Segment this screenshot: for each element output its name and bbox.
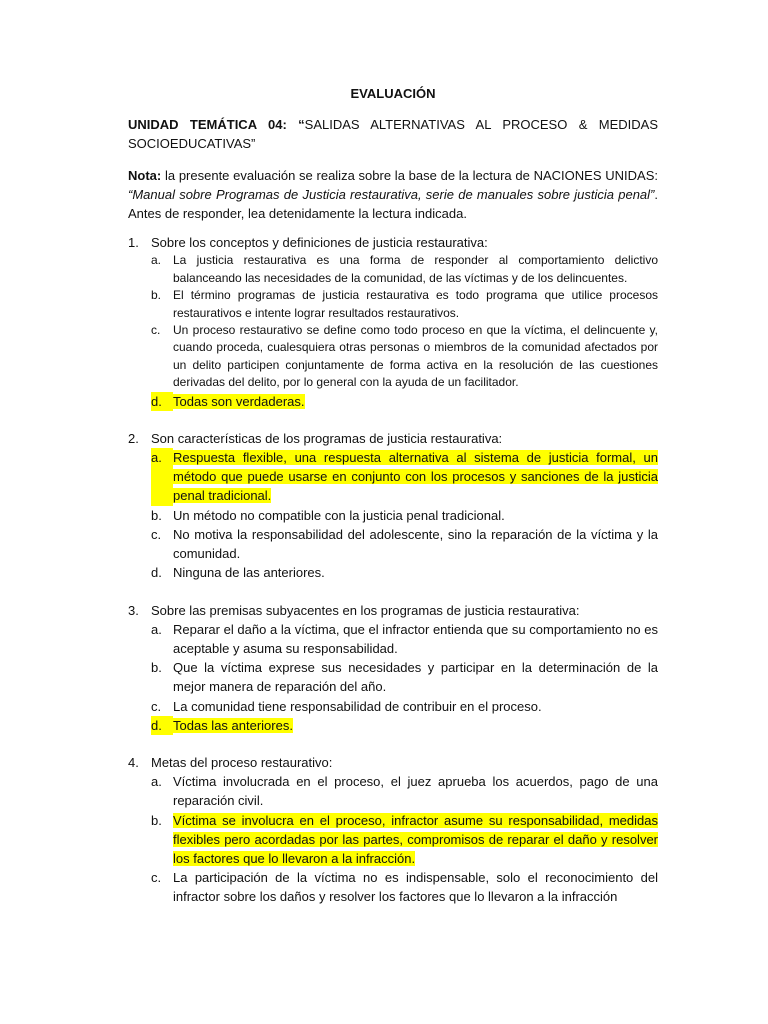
option-letter: b. [151, 507, 162, 523]
option-letter: c. [151, 698, 162, 714]
option-letter: c. [151, 526, 162, 542]
note-org: NACIONES UNIDAS [533, 167, 655, 183]
option-b [151, 287, 658, 322]
option-text: Todas las anteriores. [173, 717, 293, 733]
unit-label: UNIDAD TEMÁTICA 04: “ [128, 117, 305, 133]
option-letter: b. [151, 812, 162, 828]
option-text: Ninguna de las anteriores. [173, 565, 325, 581]
options-list [128, 448, 658, 582]
unit-heading [128, 115, 658, 153]
option-c [151, 322, 658, 392]
option-b [151, 506, 658, 525]
option-letter: d. [151, 392, 173, 411]
option-letter: d. [151, 565, 162, 581]
options-list [128, 772, 658, 906]
option-b-highlighted [151, 811, 658, 869]
unit-topic: SALIDAS ALTERNATIVAS AL PROCESO & MEDIDAS SOCIOEDUCATIVAS” [128, 117, 658, 152]
question-number: 3. [128, 602, 139, 618]
question-text: Metas del proceso restaurativo: [151, 754, 333, 770]
note-paragraph [128, 166, 658, 224]
question-number: 1. [128, 235, 139, 251]
question-text: Son características de los programas de justicia restaurativa: [151, 430, 503, 446]
option-text: Víctima involucrada en el proceso, el juez aprueba los acuerdos, pago de una reparación civil. [173, 774, 658, 809]
option-letter: a. [151, 253, 162, 268]
option-letter: a. [151, 774, 162, 790]
option-a [151, 620, 658, 658]
option-text: Respuesta flexible, una respuesta alternativa al sistema de justicia formal, un método que puede usarse en conjunto con los procesos y sanciones de la justicia penal tradicional. [173, 450, 658, 504]
question-3 [128, 601, 658, 735]
option-letter: b. [151, 288, 162, 303]
question-2 [128, 429, 658, 583]
note-label: Nota: [128, 167, 162, 183]
option-text: El término programas de justicia restaurativa es todo programa que utilice procesos restaurativos e intente lograr resultados restaurativos. [173, 288, 658, 320]
option-text: La participación de la víctima no es indispensable, solo el reconocimiento del infractor sobre los daños y resolver los factores que lo llevaron a la infracción [173, 870, 658, 905]
option-text: La comunidad tiene responsabilidad de contribuir en el proceso. [173, 698, 542, 714]
options-list [128, 252, 658, 410]
option-text: Víctima se involucra en el proceso, infractor asume su responsabilidad, medidas flexibles pero acordadas por las partes, compromisos de reparar el daño y resolver los factores que lo llevaron a la infracción. [173, 812, 658, 866]
option-text: Todas son verdaderas. [173, 393, 305, 409]
option-c [151, 525, 658, 563]
option-letter: b. [151, 660, 162, 676]
option-b [151, 658, 658, 696]
option-d-highlighted [151, 392, 658, 411]
option-d-highlighted [151, 716, 658, 735]
options-list [128, 620, 658, 735]
option-text: Reparar el daño a la víctima, que el infractor entienda que su comportamiento no es aceptable y asuma su responsabilidad. [173, 621, 658, 656]
option-letter: d. [151, 716, 173, 735]
option-letter: c. [151, 323, 161, 338]
note-text-1: la presente evaluación se realiza sobre la base de la lectura de [161, 167, 534, 183]
document-content [128, 84, 658, 925]
option-c [151, 697, 658, 716]
option-letter: a. [151, 448, 173, 506]
question-text: Sobre los conceptos y definiciones de justicia restaurativa: [151, 235, 488, 251]
option-letter: c. [151, 870, 162, 886]
note-manual-title: “Manual sobre Programas de Justicia restaurativa, serie de manuales sobre justicia penal” [128, 186, 655, 202]
option-a [151, 772, 658, 810]
option-text: La justicia restaurativa es una forma de responder al comportamiento delictivo balanceando las necesidades de la comunidad, de las víctimas y de los delincuentes. [173, 253, 658, 285]
question-number: 4. [128, 754, 139, 770]
option-text: Un método no compatible con la justicia penal tradicional. [173, 507, 505, 523]
option-text: Que la víctima exprese sus necesidades y participar en la determinación de la mejor manera de reparación del año. [173, 660, 658, 695]
option-a [151, 252, 658, 287]
option-letter: a. [151, 621, 162, 637]
question-number: 2. [128, 430, 139, 446]
option-a-highlighted [151, 448, 658, 506]
question-1 [128, 233, 658, 411]
option-text: Un proceso restaurativo se define como todo proceso en que la víctima, el delincuente y, cuando proceda, cualesquiera otras personas o miembros de la comunidad afectados por un delito participen conjuntamente de forma activa en la resolución de las cuestiones derivadas del delito, por lo general con la ayuda de un facilitador. [173, 323, 658, 390]
note-text-2: : [654, 167, 658, 183]
option-text: No motiva la responsabilidad del adolescente, sino la reparación de la víctima y la comunidad. [173, 526, 658, 562]
option-c [151, 868, 658, 906]
question-text: Sobre las premisas subyacentes en los programas de justicia restaurativa: [151, 602, 580, 618]
option-d [151, 563, 658, 582]
note-text-3: . Antes de responder, lea detenidamente la lectura indicada. [128, 186, 658, 222]
page-title: EVALUACIÓN [350, 86, 436, 101]
question-4 [128, 753, 658, 907]
